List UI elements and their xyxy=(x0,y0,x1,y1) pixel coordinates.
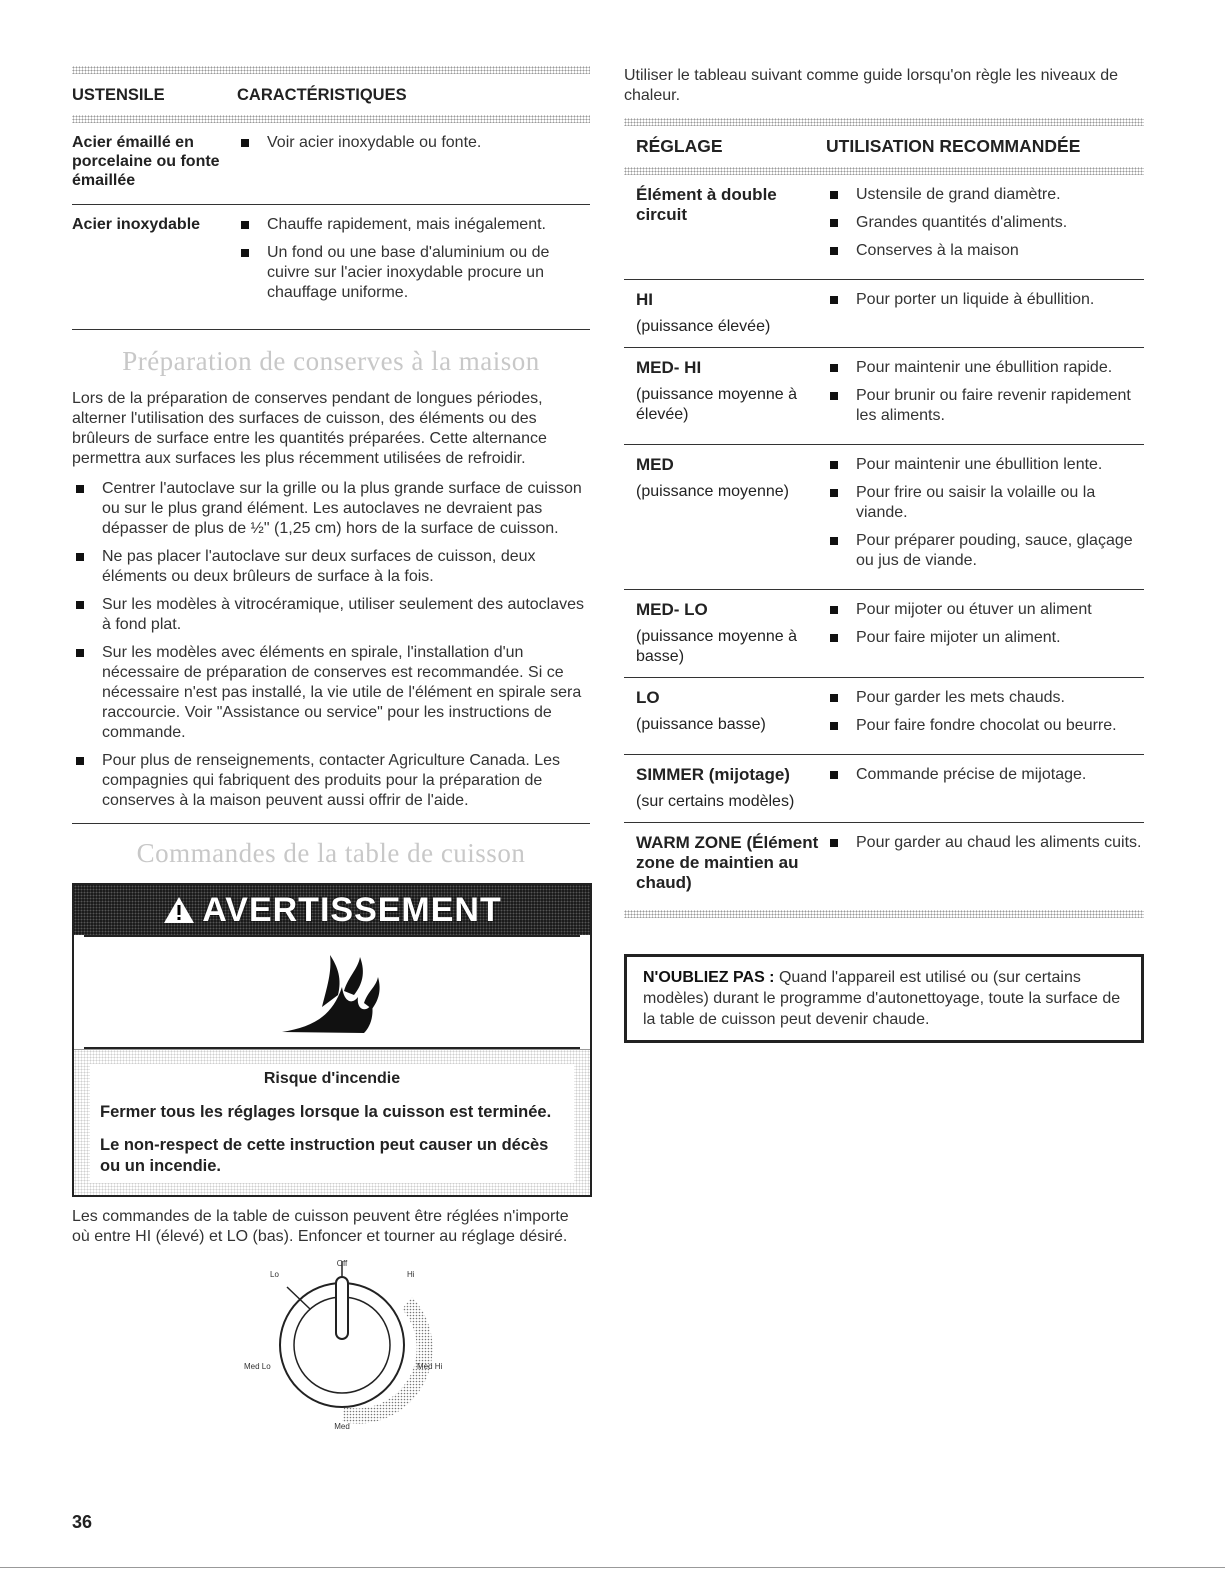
list-item: Pour préparer pouding, sauce, glaçage ou jus de viande. xyxy=(826,531,1144,571)
setting-sub: (puissance élevée) xyxy=(636,318,771,335)
settings-table-header xyxy=(624,126,1144,167)
setting-name: LO xyxy=(636,688,660,707)
setting-name: SIMMER (mijotage) xyxy=(636,765,790,784)
list-item: Sur les modèles à vitrocéramique, utiliser seulement des autoclaves à fond plat. xyxy=(72,595,590,635)
list-item: Centrer l'autoclave sur la grille ou la plus grande surface de cuisson ou sur le plus grand élément. Les autoclaves ne devraient pas dépasser de plus de ½" (1,25 cm) hors de la surface de cuisson. xyxy=(72,479,590,539)
cookware-name: Acier inoxydable xyxy=(72,216,201,233)
canning-intro: Lors de la préparation de conserves pendant de longues périodes, alterner l'utilisation des surfaces de cuisson, des éléments ou des brûleurs de surface entre les quantités préparées. Cette alternance permettra aux surfaces les plus récemment utilisées de refroidir. xyxy=(72,390,547,467)
list-item: Pour garder les mets chauds. xyxy=(826,688,1144,708)
cookware-name: Acier émaillé en porcelaine ou fonte émaillée xyxy=(72,134,220,189)
list-item: Pour maintenir une ébullition rapide. xyxy=(826,358,1144,378)
table-row xyxy=(624,590,1144,677)
table-row xyxy=(624,445,1144,589)
list-item: Pour porter un liquide à ébullition. xyxy=(826,290,1144,310)
table-row xyxy=(624,348,1144,444)
section-divider xyxy=(72,823,590,824)
settings-intro: Utiliser le tableau suivant comme guide lorsqu'on règle les niveaux de chaleur. xyxy=(624,67,1118,104)
fire-icon xyxy=(272,947,392,1037)
reminder-label: N'OUBLIEZ PAS : xyxy=(643,969,775,986)
table-top-rule xyxy=(624,118,1144,126)
setting-name: Élément à double circuit xyxy=(636,185,777,224)
right-column xyxy=(624,66,1144,1043)
setting-name: HI xyxy=(636,290,653,309)
setting-sub: (puissance moyenne à basse) xyxy=(636,628,797,665)
list-item: Grandes quantités d'aliments. xyxy=(826,213,1144,233)
warning-risk: Risque d'incendie xyxy=(263,1070,401,1087)
warning-box xyxy=(72,883,592,1197)
table-top-rule xyxy=(72,66,590,74)
list-item: Pour brunir ou faire revenir rapidement les aliments. xyxy=(826,386,1144,426)
control-knob-diagram xyxy=(232,1257,492,1432)
header-reglage: RÉGLAGE xyxy=(636,136,723,156)
table-row xyxy=(624,678,1144,754)
header-rule xyxy=(624,167,1144,175)
setting-name: MED xyxy=(636,455,674,474)
list-item: Pour plus de renseignements, contacter Agriculture Canada. Les compagnies qui fabriquent des produits pour la préparation de conserves à la maison peuvent aussi offrir de l'aide. xyxy=(72,751,590,811)
warning-line-2: Le non-respect de cette instruction peut causer un décès ou un incendie. xyxy=(100,1136,549,1175)
reminder-box xyxy=(624,954,1144,1043)
list-item: Ne pas placer l'autoclave sur deux surfaces de cuisson, deux éléments ou deux brûleurs de surface à la fois. xyxy=(72,547,590,587)
setting-sub: (puissance basse) xyxy=(636,716,766,733)
setting-name: MED- LO xyxy=(636,600,708,619)
list-item: Pour mijoter ou étuver un aliment xyxy=(826,600,1144,620)
list-item: Pour faire mijoter un aliment. xyxy=(826,628,1144,648)
knob-label-hi: Hi xyxy=(407,1270,415,1279)
row-divider xyxy=(72,329,590,330)
list-item: Commande précise de mijotage. xyxy=(826,765,1144,785)
list-item: Voir acier inoxydable ou fonte. xyxy=(237,133,590,153)
warning-line-1: Fermer tous les réglages lorsque la cuisson est terminée. xyxy=(100,1103,552,1121)
table-bottom-rule xyxy=(624,910,1144,918)
knob-handle xyxy=(336,1277,348,1339)
knob-label-med-lo: Med Lo xyxy=(244,1362,271,1371)
table-row xyxy=(624,755,1144,822)
setting-sub: (puissance moyenne) xyxy=(636,483,789,500)
page-bottom-rule xyxy=(0,1567,1225,1568)
section-title-controls: Commandes de la table de cuisson xyxy=(136,838,526,868)
setting-sub: (sur certains modèles) xyxy=(636,793,795,810)
list-item: Sur les modèles avec éléments en spirale, l'installation d'un nécessaire de préparation de conserves est recommandée. Si ce nécessaire n'est pas installé, la vie utile de l'élément en spirale sera raccourcie. Voir "Assistance ou service" pour les instructions de commande. xyxy=(72,643,590,743)
warning-triangle-icon xyxy=(162,895,196,925)
header-utilisation: UTILISATION RECOMMANDÉE xyxy=(826,136,1081,156)
section-title-canning: Préparation de conserves à la maison xyxy=(122,346,540,376)
table-row xyxy=(72,123,590,204)
controls-text: Les commandes de la table de cuisson peuvent être réglées n'importe où entre HI (élevé) et LO (bas). Enfoncer et tourner au réglage désiré. xyxy=(72,1208,569,1245)
list-item: Pour maintenir une ébullition lente. xyxy=(826,455,1144,475)
setting-name: MED- HI xyxy=(636,358,702,377)
list-item: Pour faire fondre chocolat ou beurre. xyxy=(826,716,1144,736)
header-ustensile: USTENSILE xyxy=(72,86,165,104)
knob-label-lo: Lo xyxy=(270,1270,279,1279)
list-item: Un fond ou une base d'aluminium ou de cuivre sur l'acier inoxydable procure un chauffage uniforme. xyxy=(237,243,590,303)
table-row xyxy=(624,823,1144,910)
list-item: Pour garder au chaud les aliments cuits. xyxy=(826,833,1144,853)
list-item: Chauffe rapidement, mais inégalement. xyxy=(237,215,590,235)
header-rule xyxy=(72,115,590,123)
list-item: Conserves à la maison xyxy=(826,241,1144,261)
warning-banner xyxy=(74,885,590,935)
warning-title: AVERTISSEMENT xyxy=(202,890,502,929)
setting-sub: (puissance moyenne à élevée) xyxy=(636,386,797,423)
reminder-text: Quand l'appareil est utilisé ou (sur certains modèles) durant le programme d'autonettoyage, toute la surface de la table de cuisson peut devenir chaude. xyxy=(643,969,1121,1028)
left-column xyxy=(72,66,590,1432)
setting-name: WARM ZONE (Élément zone de maintien au chaud) xyxy=(636,833,819,892)
canning-bullets xyxy=(72,479,590,811)
knob-label-med-hi: Med Hi xyxy=(417,1362,443,1371)
fire-pictogram xyxy=(84,935,580,1049)
knob-label-med: Med xyxy=(334,1422,350,1431)
knob-label-off: Off xyxy=(336,1259,348,1268)
page-number: 36 xyxy=(72,1512,93,1532)
list-item: Pour frire ou saisir la volaille ou la viande. xyxy=(826,483,1144,523)
table-row xyxy=(624,175,1144,279)
cookware-table-header xyxy=(72,74,590,115)
list-item: Ustensile de grand diamètre. xyxy=(826,185,1144,205)
header-caracteristiques: CARACTÉRISTIQUES xyxy=(237,86,407,104)
table-row xyxy=(624,280,1144,347)
table-row xyxy=(72,205,590,329)
